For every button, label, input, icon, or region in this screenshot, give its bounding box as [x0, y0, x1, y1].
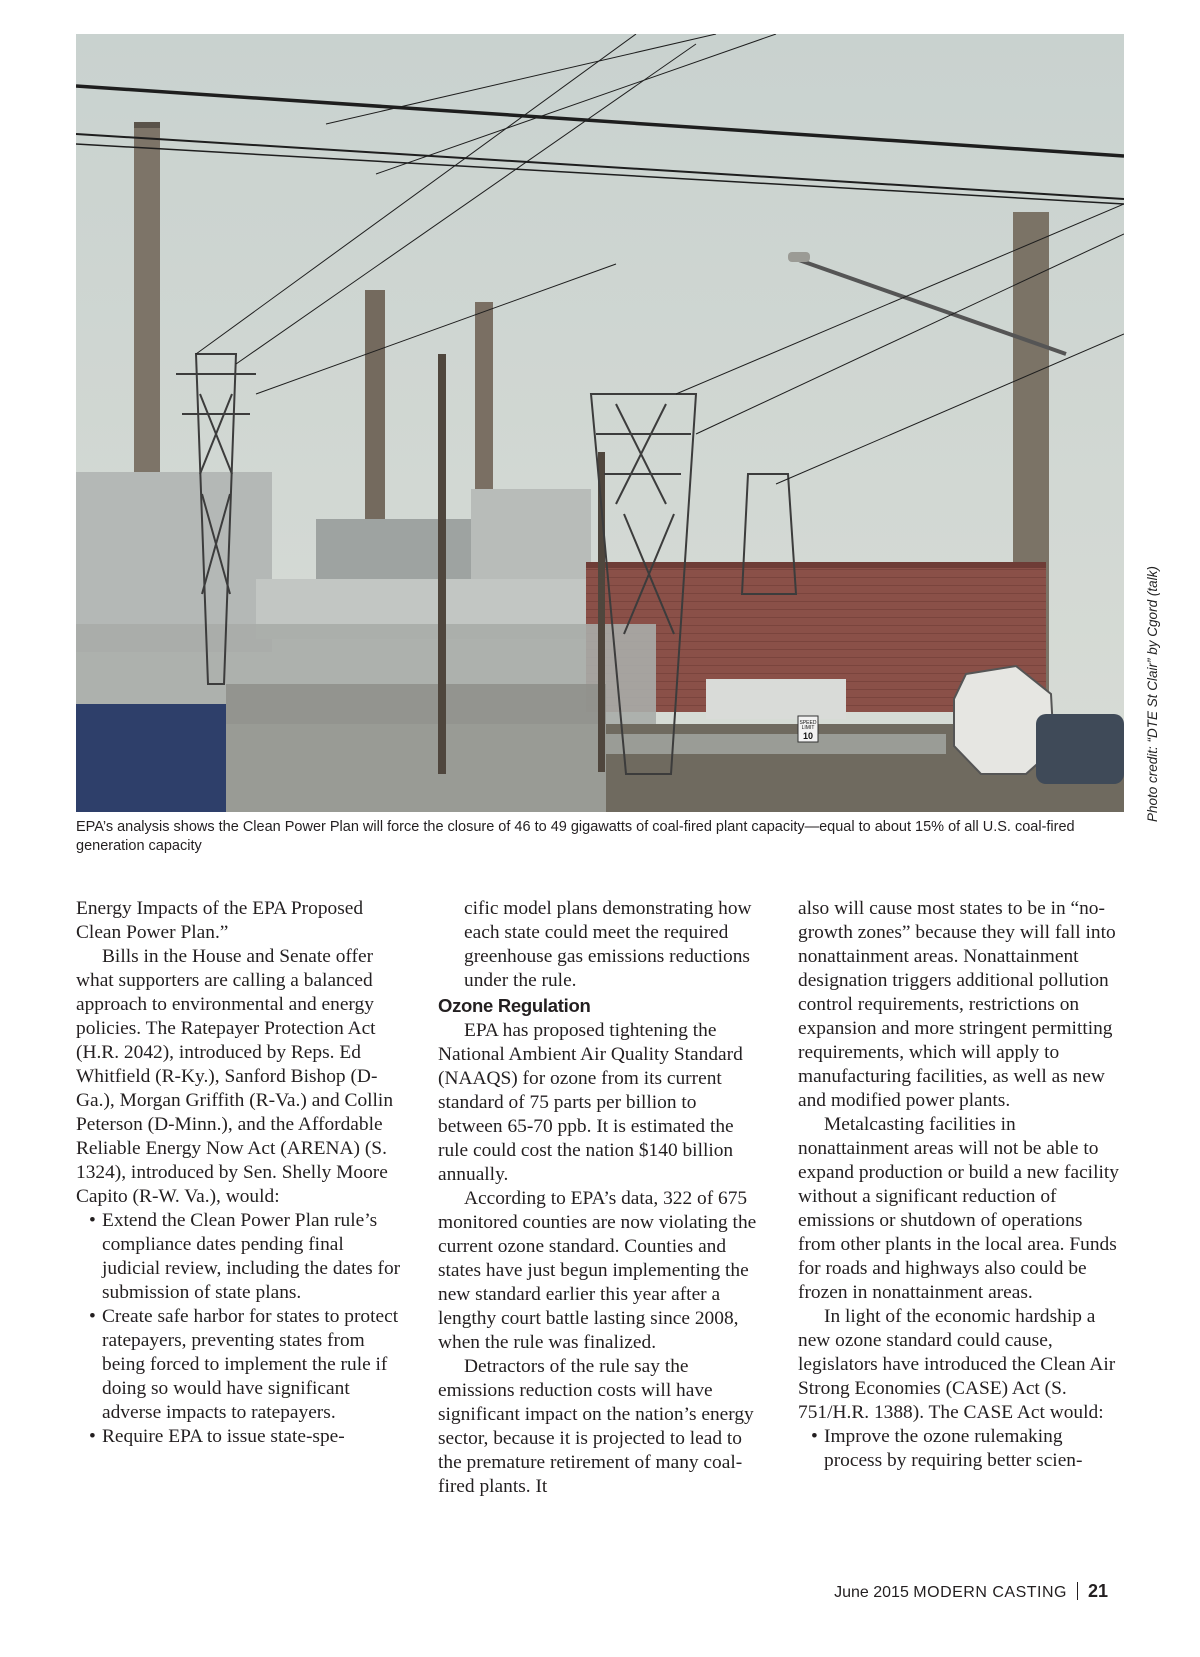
speed-sign-text: LIMIT — [801, 725, 815, 731]
bullet-item: • Improve the ozone rulemaking process by requiring better scien- — [798, 1425, 1123, 1473]
page-number: 21 — [1087, 1581, 1108, 1601]
issue-date: June 2015 — [834, 1584, 909, 1601]
chimney — [134, 122, 160, 482]
car — [1036, 714, 1124, 784]
paragraph: also will cause most states to be in “no-growth zones” because they will fall into nonattainment areas. Nonattainment designation triggers additional pollution control requirements, restrictions on expansion and more stringent permitting requirements, which will apply to manufacturing facilities, as well as new and modified power plants. — [798, 898, 1116, 1111]
paragraph: EPA has proposed tightening the National Ambient Air Quality Standard (NAAQS) for ozone from its current standard of 75 parts per billion to between 65-70 ppb. It is estimated the rule could cost the nation $140 billion annually. — [438, 1020, 743, 1185]
paragraph: Bills in the House and Senate offer what supporters are calling a balanced approach to environmental and energy policies. The Ratepayer Protection Act (H.R. 2042), introduced by Reps. Ed Whitfield (R-Ky.), Sanford Bishop (D-Ga.), Morgan Griffith (R-Va.) and Collin Peterson (D-Minn.), and the Affordable Reliable Energy Now Act (ARENA) (S. 1324), introduced by Sen. Shelly Moore Capito (R-W. Va.), would: — [76, 946, 394, 1207]
magazine-name: MODERN CASTING — [913, 1584, 1067, 1601]
text-column-3 — [798, 897, 1123, 1473]
paragraph: Detractors of the rule say the emissions reduction costs will have significant impact on the nation’s energy sector, because it is projected to lead to the premature retirement of many coal-fired plants. It — [438, 1356, 754, 1497]
text-column-2 — [438, 897, 763, 1499]
photo-credit: Photo credit: “DTE St Clair” by Cgord (talk) — [1145, 566, 1160, 822]
power-plant-illustration — [76, 34, 1124, 812]
chimney — [475, 302, 493, 502]
paragraph: Energy Impacts of the EPA Proposed Clean Power Plan.” — [76, 898, 364, 943]
bullet-item: • Extend the Clean Power Plan rule’s compliance dates pending final judicial review, including the dates for submission of state plans. — [76, 1209, 401, 1305]
speed-sign-text: SPEED — [799, 720, 817, 726]
paragraph: In light of the economic hardship a new ozone standard could cause, legislators have introduced the Clean Air Strong Economies (CASE) Act (S. 751/H.R. 1388). The CASE Act would: — [798, 1306, 1116, 1423]
footer-divider — [1077, 1582, 1078, 1600]
bullet-item: • Require EPA to issue state-spe- — [76, 1425, 401, 1449]
section-heading: Ozone Regulation — [438, 995, 591, 1016]
bullet-item: • Create safe harbor for states to protect ratepayers, preventing states from being forced to implement the rule if doing so would have significant adverse impacts to ratepayers. — [76, 1305, 401, 1425]
paragraph: According to EPA’s data, 322 of 675 monitored counties are now violating the current ozone standard. Counties and states have just begun implementing the new standard earlier this year after a lengthy court battle lasting since 2008, when the rule was finalized. — [438, 1188, 757, 1353]
page-footer — [834, 1581, 1108, 1602]
text-column-1 — [76, 897, 401, 1449]
chimney — [365, 290, 385, 540]
paragraph: Metalcasting facilities in nonattainment areas will not be able to expand production or build a new facility without a significant reduction of emissions or shutdown of operations from other plants in the local area. Funds for roads and highways also could be frozen in nonattainment areas. — [798, 1114, 1119, 1303]
power-plant-photo — [76, 34, 1124, 812]
photo-caption: EPA’s analysis shows the Clean Power Plan will force the closure of 46 to 49 gigawatts of coal-fired plant capacity—equal to about 15% of all U.S. coal-fired generation capacity — [76, 819, 1075, 854]
speed-sign-text: 10 — [802, 731, 814, 741]
bullet-continuation: cific model plans demonstrating how each state could meet the required greenhouse gas emissions reductions under the rule. — [464, 898, 752, 991]
blue-panel — [76, 704, 226, 812]
